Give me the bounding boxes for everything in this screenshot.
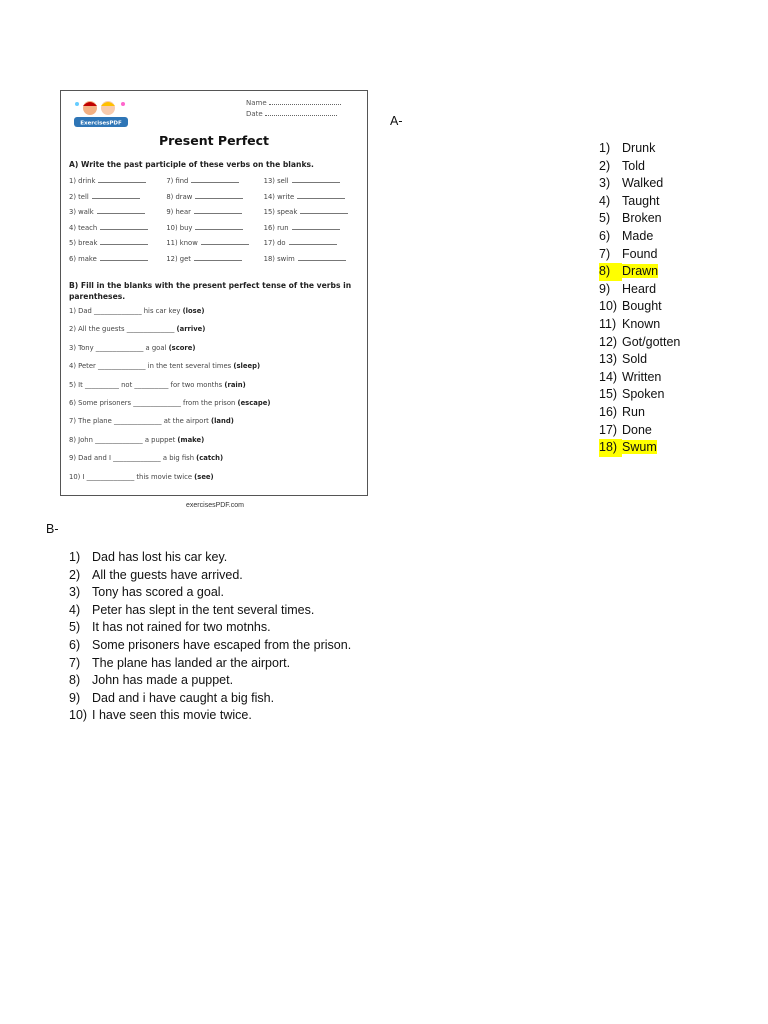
list-item (599, 316, 680, 334)
section-b-answers (69, 549, 351, 725)
answer-number: 4) (599, 193, 611, 208)
sentence-blank: ______________ (133, 398, 181, 407)
list-item (599, 175, 680, 193)
answer-number: 2) (69, 567, 81, 582)
sentence-start: 1) Dad (69, 307, 95, 315)
list-item (69, 637, 351, 655)
answer-text: Found (622, 246, 658, 261)
answer-number: 9) (599, 281, 611, 296)
sentence-blank: ______________ (97, 362, 146, 371)
list-item (599, 386, 680, 404)
answer-text: The plane has landed ar the airport. (92, 655, 291, 670)
list-item (599, 158, 680, 176)
answer-number: 16) (599, 404, 618, 419)
answer-text: Known (622, 316, 661, 331)
list-item (599, 281, 680, 299)
verb-item: 17) do (264, 239, 361, 255)
sentence-line (69, 436, 361, 454)
sentence-line (69, 307, 361, 325)
sentence-start: 10) I (69, 472, 87, 481)
sentence-start: 3) Tony (69, 343, 96, 352)
sentence-blank: ______________ (95, 435, 143, 444)
answer-text: Told (622, 158, 645, 173)
verb-item: 9) hear (166, 208, 263, 224)
verb-item: 5) break (69, 239, 166, 255)
sentence-verb: (sleep) (233, 362, 261, 371)
sentence-verb: (arrive) (176, 325, 206, 334)
answer-number: 11) (599, 316, 617, 331)
sentence-line (69, 417, 361, 435)
sentence-end: this movie twice (134, 472, 195, 481)
list-item (599, 404, 680, 422)
answer-text: John has made a puppet. (92, 673, 234, 688)
verb-item: 15) speak (264, 208, 361, 224)
verb-item: 8) draw (166, 193, 263, 209)
answer-number: 18) (599, 439, 622, 457)
answer-number: 3) (69, 585, 81, 600)
section-a-answers (599, 140, 680, 457)
answer-number: 1) (69, 550, 81, 564)
answer-number: 10) (69, 708, 88, 723)
answer-text: Drunk (622, 141, 656, 155)
verb-row (69, 255, 361, 271)
list-item (599, 369, 680, 387)
list-item (599, 246, 680, 264)
answer-number: 6) (69, 637, 81, 652)
verb-item: 7) find (166, 177, 263, 193)
sentence-line (69, 381, 361, 399)
sentence-end: a goal (143, 343, 169, 352)
answer-text: Written (622, 369, 662, 384)
answer-text: Made (622, 228, 654, 243)
worksheet-image (60, 90, 368, 496)
list-item (599, 439, 680, 457)
verb-row (69, 208, 361, 224)
sentence-verb: (rain) (224, 380, 246, 389)
verb-grid (69, 177, 361, 271)
sentence-blank: ______________ (86, 472, 135, 481)
verb-item: 18) swim (264, 255, 361, 271)
answer-text: Got/gotten (622, 334, 681, 349)
sentence-start: 7) The plane (69, 417, 114, 426)
answer-text: Spoken (622, 387, 665, 402)
section-b-label: B- (46, 522, 59, 536)
verb-item: 12) get (166, 255, 263, 271)
kids-logo (68, 96, 140, 132)
sentence-line (69, 454, 361, 472)
sentence-verb: (catch) (196, 454, 224, 463)
list-item (69, 690, 351, 708)
answer-text: Drawn (622, 264, 659, 279)
verb-row (69, 193, 361, 209)
sentence-end: from the prison (180, 398, 238, 407)
sentence-start: 6) Some prisoners (69, 398, 134, 407)
list-item (599, 422, 680, 440)
sentence-list (69, 307, 361, 491)
sentence-start: 8) John (69, 435, 96, 444)
answer-number: 8) (69, 673, 81, 688)
date-field: Date (246, 110, 337, 118)
verb-row (69, 177, 361, 193)
sentence-line (69, 473, 361, 491)
sentence-end: at the airport (161, 417, 211, 426)
answer-number: 5) (69, 620, 81, 635)
answer-text: Tony has scored a goal. (92, 585, 225, 600)
answer-text: Sold (622, 352, 648, 367)
answer-number: 7) (599, 246, 611, 261)
answer-number: 15) (599, 387, 618, 402)
verb-row (69, 239, 361, 255)
sentence-end: in the tent several times (145, 362, 234, 371)
list-item (69, 584, 351, 602)
answer-number: 4) (69, 602, 81, 617)
verb-item: 11) know (166, 239, 263, 255)
sentence-line (69, 362, 361, 380)
answer-number: 17) (599, 422, 618, 437)
answer-text: Swum (622, 440, 657, 455)
answer-number: 10) (599, 299, 618, 314)
verb-item: 16) run (264, 224, 361, 240)
list-item (599, 298, 680, 316)
answer-text: It has not rained for two motnhs. (92, 620, 271, 635)
answer-number: 13) (599, 352, 618, 367)
answer-number: 12) (599, 334, 618, 349)
verb-item: 13) sell (264, 177, 361, 193)
answer-number: 3) (599, 176, 611, 191)
sentence-verb: (make) (177, 435, 205, 444)
part-b-instruction: B) Fill in the blanks with the present perfect tense of the verbs in parentheses. (69, 281, 352, 301)
answer-text: Dad has lost his car key. (92, 550, 228, 564)
list-item (599, 228, 680, 246)
answer-text: Run (622, 404, 645, 419)
answer-text: All the guests have arrived. (92, 567, 243, 582)
list-item (69, 602, 351, 620)
list-item (599, 334, 680, 352)
sentence-blank: ______________ (94, 307, 142, 315)
verb-item: 1) drink (69, 177, 166, 193)
list-item (599, 140, 680, 158)
sentence-blank: ______________ (126, 325, 175, 334)
sentence-start: 4) Peter (69, 362, 98, 371)
answer-text: Bought (622, 299, 662, 314)
sentence-blank: ______________ (113, 454, 161, 463)
verb-item: 4) teach (69, 224, 166, 240)
worksheet-credit: exercisesPDF.com (186, 502, 244, 509)
sentence-verb: (land) (210, 417, 234, 426)
answer-number: 2) (599, 158, 611, 173)
list-item (599, 193, 680, 211)
answer-number: 14) (599, 369, 618, 384)
sentence-end: for two months (168, 380, 225, 389)
sentence-verb: (escape) (237, 398, 271, 407)
name-field: Name (246, 99, 341, 107)
answer-number: 5) (599, 211, 611, 226)
answer-text: Some prisoners have escaped from the prison. (92, 637, 352, 652)
part-a-instruction: A) Write the past participle of these verbs on the blanks. (69, 160, 314, 169)
answer-number: 1) (599, 141, 611, 155)
logo-text: ExercisesPDF (80, 120, 122, 127)
sentence-end: his car key (141, 307, 183, 315)
verb-item: 14) write (264, 193, 361, 209)
answer-number: 9) (69, 690, 81, 705)
list-item (599, 263, 680, 281)
sentence-line (69, 325, 361, 343)
list-item (69, 672, 351, 690)
answer-number: 6) (599, 228, 611, 243)
list-item (599, 351, 680, 369)
verb-row (69, 224, 361, 240)
sentence-verb: (lose) (182, 307, 205, 315)
list-item (69, 655, 351, 673)
sentence-end: a puppet (142, 435, 178, 444)
answer-number: 7) (69, 655, 81, 670)
sentence-end: a big fish (160, 454, 197, 463)
sentence-line (69, 399, 361, 417)
answer-text: Walked (622, 176, 664, 191)
sentence-verb: (see) (194, 472, 214, 481)
list-item (69, 567, 351, 585)
verb-item: 2) tell (69, 193, 166, 209)
list-item (599, 210, 680, 228)
list-item (69, 619, 351, 637)
answer-text: Peter has slept in the tent several times. (92, 602, 315, 617)
verb-item: 3) walk (69, 208, 166, 224)
sentence-start: 9) Dad and I (69, 454, 114, 463)
worksheet-title: Present Perfect (158, 133, 270, 148)
answer-number: 8) (599, 263, 622, 281)
verb-item: 6) make (69, 255, 166, 271)
answer-text: I have seen this movie twice. (92, 708, 252, 723)
list-item (69, 707, 351, 725)
answer-text: Heard (622, 281, 657, 296)
sentence-verb: (score) (168, 343, 196, 352)
sentence-blank: ______________ (95, 343, 144, 352)
sentence-blank: __________ not __________ (84, 380, 169, 389)
answer-text: Taught (622, 193, 660, 208)
answer-text: Dad and i have caught a big fish. (92, 690, 275, 705)
sentence-blank: ______________ (113, 417, 162, 426)
verb-item: 10) buy (166, 224, 263, 240)
list-item (69, 549, 351, 567)
section-a-label: A- (390, 114, 403, 128)
sentence-start: 5) It (69, 380, 85, 389)
sentence-line (69, 344, 361, 362)
answer-text: Broken (622, 211, 662, 226)
sentence-start: 2) All the guests (69, 325, 127, 334)
answer-text: Done (622, 422, 652, 437)
